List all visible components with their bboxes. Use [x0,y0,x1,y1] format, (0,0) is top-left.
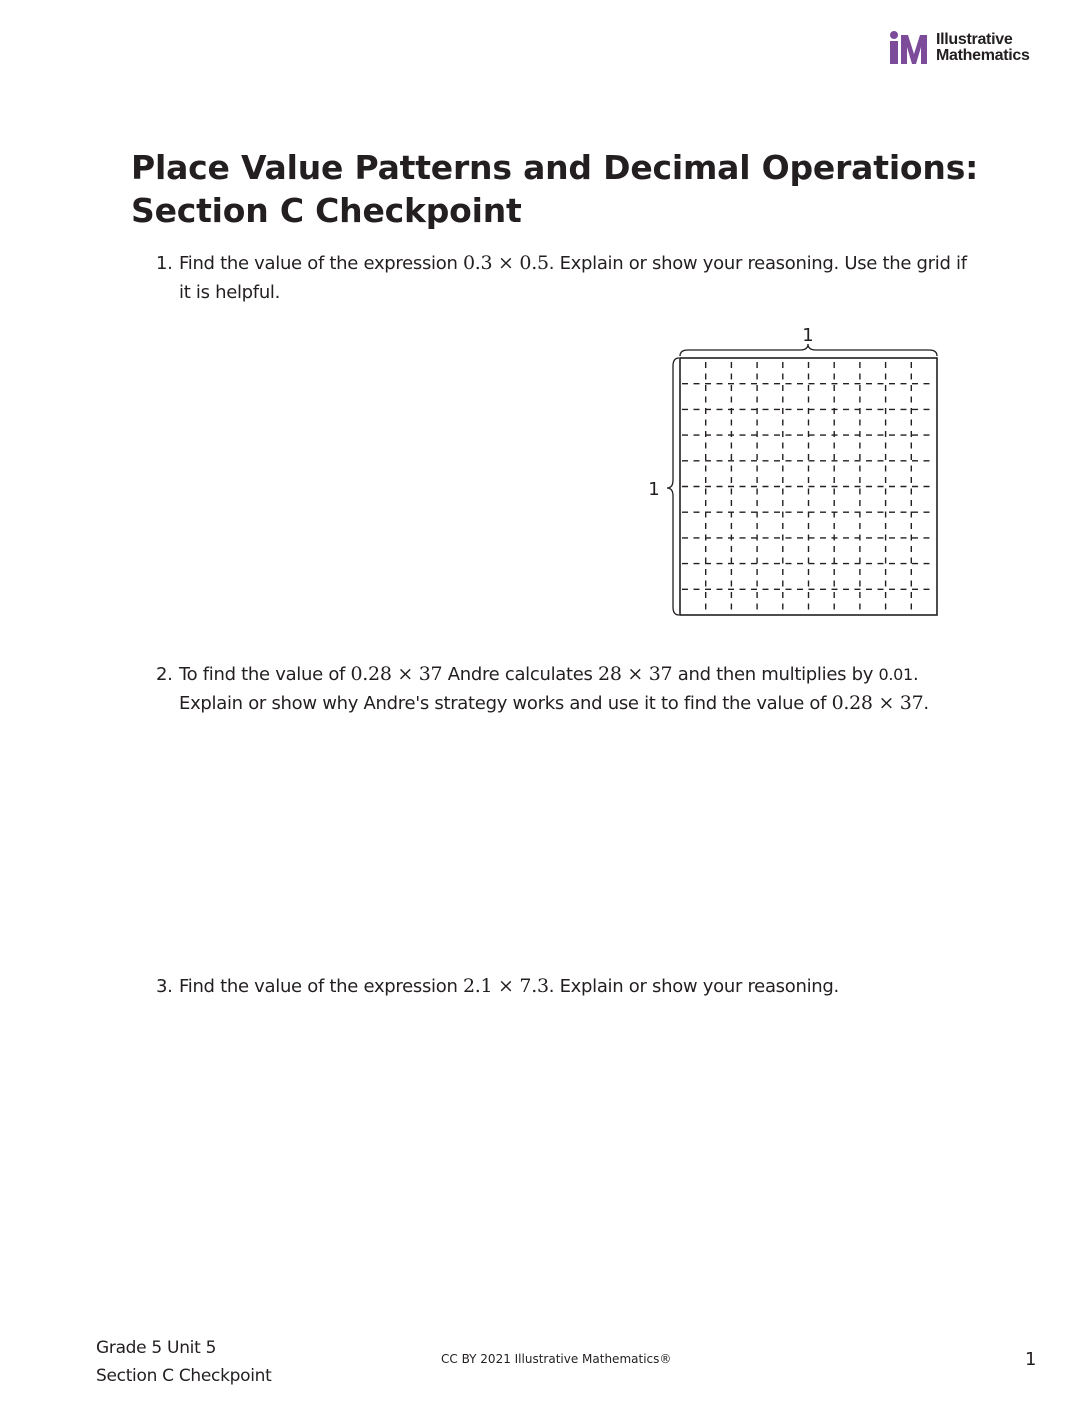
question-text: . Explain or show your reasoning. Use the grid if [548,253,967,274]
side-brace [667,358,679,615]
grid-side-label: 1 [648,479,660,500]
logo-text [936,32,1030,64]
question-text: Find the value of the expression [179,253,463,274]
question-number: 2. [156,664,173,685]
math-expression: 28 × 37 [598,663,673,685]
math-expression: 0.28 × 37 [350,663,443,685]
question-text: . Explain or show your reasoning. [548,976,839,997]
page-title [131,146,1011,232]
question-3 [156,972,1006,1001]
logo-line-1: Illustrative [936,31,1013,48]
question-1 [156,249,1006,307]
question-text: Andre calculates [442,664,599,685]
question-text: Find the value of the expression [179,976,463,997]
question-2 [156,660,1006,718]
question-text: and then multiplies by [672,664,879,685]
question-number: 1. [156,253,173,274]
top-brace [680,344,937,356]
title-line-1: Place Value Patterns and Decimal Operations: [131,148,979,187]
grid-top-label: 1 [802,325,814,346]
math-expression: 0.3 × 0.5 [463,252,549,274]
im-logo-icon [889,30,931,66]
question-text: . [923,693,929,714]
question-number: 3. [156,976,173,997]
title-line-2: Section C Checkpoint [131,191,522,230]
question-text: . [912,664,919,685]
footer-section: Section C Checkpoint [96,1366,272,1386]
logo-line-2: Mathematics [936,47,1030,64]
question-text: it is helpful. [179,282,281,303]
question-text: Explain or show why Andre's strategy works and use it to find the value of [179,693,832,714]
math-expression: 0.28 × 37 [831,692,924,714]
page-number: 1 [1025,1349,1037,1370]
footer-unit-info [96,1334,272,1390]
small-number: 0.01 [878,665,913,684]
math-expression: 2.1 × 7.3 [463,975,549,997]
grid-dashed-lines [682,362,935,613]
question-text: To find the value of [179,664,351,685]
illustrative-mathematics-logo [889,30,1039,70]
hundred-grid-diagram [640,318,945,623]
footer-license: CC BY 2021 Illustrative Mathematics® [441,1352,672,1366]
footer-grade: Grade 5 Unit 5 [96,1338,217,1358]
